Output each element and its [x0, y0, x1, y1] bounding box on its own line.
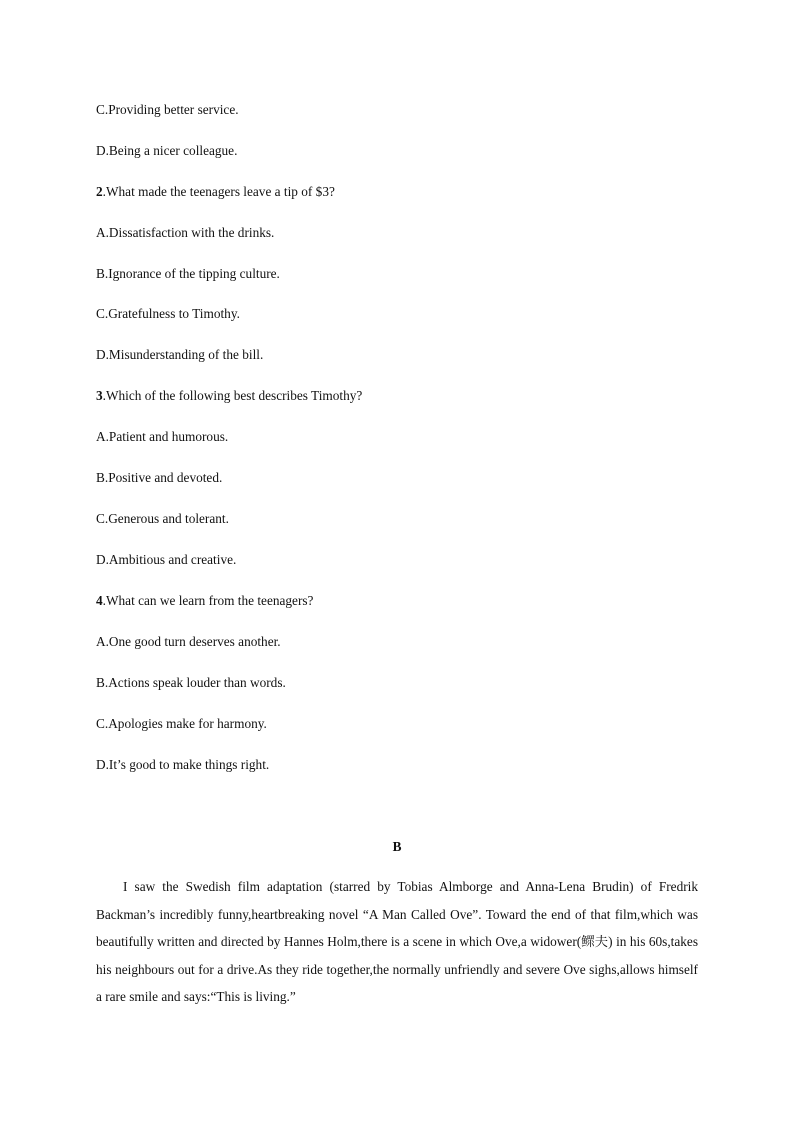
- q3-option-d: D.Ambitious and creative.: [96, 552, 237, 567]
- q4-option-a: A.One good turn deserves another.: [96, 634, 281, 649]
- q2-option-b: B.Ignorance of the tipping culture.: [96, 266, 280, 281]
- q4-number: 4: [96, 593, 103, 608]
- q4-stem: [96, 593, 313, 609]
- section-b-heading: B: [392, 839, 402, 854]
- section-b-paragraph: I saw the Swedish film adaptation (starred by Tobias Almborge and Anna-Lena Brudin) of Fredrik Backman’s incredibly funny,heartbreaking novel “A Man Called Ove”. Toward the end of that film,which was beautifully written and directed by Hannes Holm,there is a scene in which Ove,a widower(鳏夫) in his 60s,takes his neighbours out for a drive.As they ride together,the normally unfriendly and severe Ove sighs,allows himself a rare smile and says:“This is living.”: [96, 879, 698, 1005]
- q2-number: 2: [96, 184, 103, 199]
- q2-option-d: D.Misunderstanding of the bill.: [96, 347, 264, 362]
- q2-option-a: A.Dissatisfaction with the drinks.: [96, 225, 275, 240]
- q4-option-c: C.Apologies make for harmony.: [96, 716, 267, 731]
- q3-option-c: C.Generous and tolerant.: [96, 511, 229, 526]
- q3-stem: [96, 388, 362, 404]
- q2-stem-text: .What made the teenagers leave a tip of $3?: [102, 184, 335, 199]
- q1-option-c: C.Providing better service.: [96, 102, 239, 117]
- q3-option-b: B.Positive and devoted.: [96, 470, 223, 485]
- q4-stem-text: .What can we learn from the teenagers?: [102, 593, 314, 608]
- q2-option-c: C.Gratefulness to Timothy.: [96, 306, 240, 321]
- q3-stem-text: .Which of the following best describes Timothy?: [102, 388, 363, 403]
- q3-option-a: A.Patient and humorous.: [96, 429, 229, 444]
- q4-option-b: B.Actions speak louder than words.: [96, 675, 286, 690]
- q4-option-d: D.It’s good to make things right.: [96, 757, 270, 772]
- q3-number: 3: [96, 388, 103, 403]
- q2-stem: [96, 184, 335, 200]
- q1-option-d: D.Being a nicer colleague.: [96, 143, 238, 158]
